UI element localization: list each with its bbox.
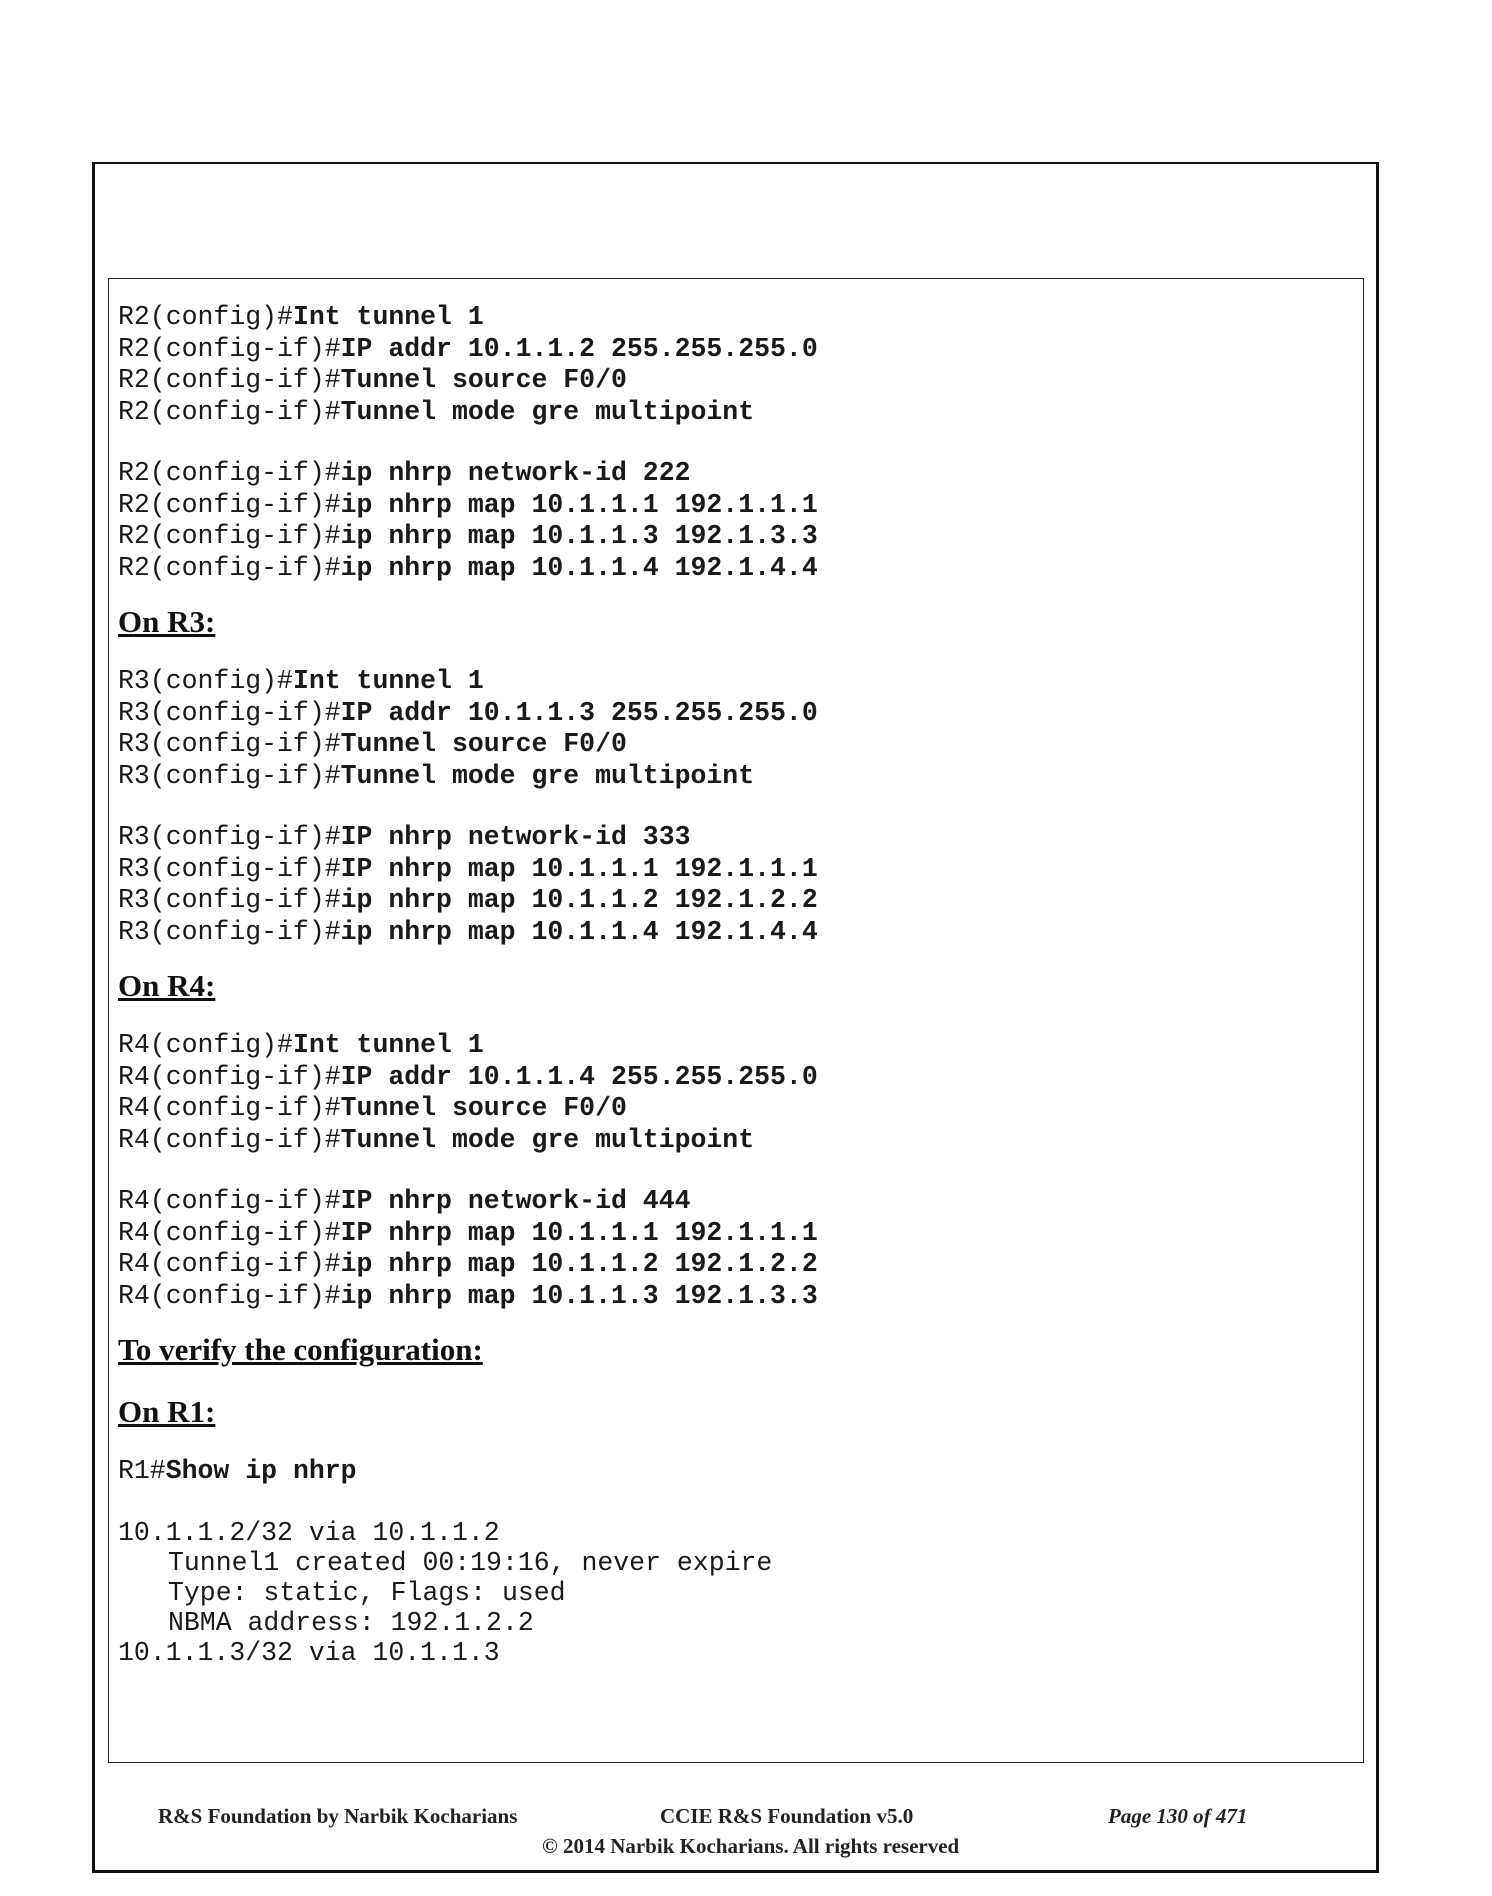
code-line [118,885,1348,917]
code-line [118,854,1348,886]
prompt: R2(config-if)# [118,552,341,583]
code-line [118,761,1348,793]
prompt: R4(config)# [118,1030,293,1060]
code-line [118,334,1348,366]
prompt: R4(config-if)# [118,1124,341,1155]
prompt: R4(config-if)# [118,1061,341,1092]
code-line [118,698,1348,730]
prompt: R2(config-if)# [118,396,341,427]
command: IP nhrp network-id 333 [340,822,691,852]
command: ip nhrp map 10.1.1.4 192.1.4.4 [340,552,818,583]
prompt: R3(config-if)# [118,916,341,947]
code-line [118,490,1348,522]
prompt: R3(config-if)# [118,697,341,728]
prompt: R1# [118,1456,166,1486]
code-line [118,1281,1348,1313]
code-line [118,302,1348,334]
footer-page-number: Page 130 of 471 [1108,1804,1248,1828]
r3-config-block [118,666,1348,948]
command: IP nhrp network-id 444 [340,1186,691,1216]
code-line [118,917,1348,949]
r1-command-line [118,1456,1348,1488]
r4-config-block [118,1030,1348,1312]
prompt: R3(config-if)# [118,885,341,915]
prompt: R2(config)# [118,302,293,332]
command: ip nhrp map 10.1.1.2 192.1.2.2 [340,885,818,915]
command: ip nhrp map 10.1.1.2 192.1.2.2 [340,1249,818,1279]
output-line: Type: static, Flags: used [168,1577,566,1608]
command: Tunnel source F0/0 [340,729,627,759]
command: IP nhrp map 10.1.1.1 192.1.1.1 [340,1217,818,1248]
prompt: R3(config-if)# [118,853,341,884]
page-footer [150,1796,1290,1866]
code-line [118,521,1348,553]
prompt: R4(config-if)# [118,1093,341,1123]
prompt: R2(config-if)# [118,489,341,520]
output-line: 10.1.1.3/32 via 10.1.1.3 [118,1637,500,1668]
output-line: NBMA address: 192.1.2.2 [168,1607,534,1638]
r1-nhrp-output [118,1518,1348,1668]
prompt: R2(config-if)# [118,521,341,551]
output-line: 10.1.1.2/32 via 10.1.1.2 [118,1517,500,1548]
prompt: R3(config)# [118,666,293,696]
prompt: R4(config-if)# [118,1186,341,1216]
code-line [118,1186,1348,1218]
code-line [118,1249,1348,1281]
command: Show ip nhrp [165,1456,357,1486]
command: Tunnel source F0/0 [340,365,627,395]
code-line [118,1218,1348,1250]
r2-config-block [118,302,1348,584]
command: Tunnel mode gre multipoint [340,760,755,791]
output-line: Tunnel1 created 00:19:16, never expire [168,1547,773,1578]
prompt: R4(config-if)# [118,1217,341,1248]
prompt: R4(config-if)# [118,1280,341,1311]
command: IP nhrp map 10.1.1.1 192.1.1.1 [340,853,818,884]
footer-author: R&S Foundation by Narbik Kocharians [158,1804,518,1828]
code-line [118,1093,1348,1125]
command: IP addr 10.1.1.4 255.255.255.0 [340,1061,818,1092]
prompt: R2(config-if)# [118,333,341,364]
prompt: R2(config-if)# [118,365,341,395]
command: IP addr 10.1.1.3 255.255.255.0 [340,697,818,728]
command: Tunnel mode gre multipoint [340,396,755,427]
command: ip nhrp network-id 222 [340,458,691,488]
command: Int tunnel 1 [292,302,484,332]
code-line [118,458,1348,490]
prompt: R3(config-if)# [118,822,341,852]
command: IP addr 10.1.1.2 255.255.255.0 [340,333,818,364]
prompt: R3(config-if)# [118,729,341,759]
command: ip nhrp map 10.1.1.3 192.1.3.3 [340,1280,818,1311]
code-line [118,1125,1348,1157]
code-line [118,1030,1348,1062]
code-line [118,822,1348,854]
prompt: R2(config-if)# [118,458,341,488]
command: Tunnel mode gre multipoint [340,1124,755,1155]
command: Int tunnel 1 [292,666,484,696]
code-line [118,1062,1348,1094]
command: Tunnel source F0/0 [340,1093,627,1123]
document-content [118,302,1348,1668]
command: Int tunnel 1 [292,1030,484,1060]
heading-on-r3: On R3: [118,604,216,639]
heading-on-r1: On R1: [118,1394,216,1429]
code-line [118,397,1348,429]
footer-title: CCIE R&S Foundation v5.0 [660,1804,914,1828]
code-line [118,729,1348,761]
code-line [118,666,1348,698]
heading-verify: To verify the configuration: [118,1332,483,1367]
code-line [118,553,1348,585]
command: ip nhrp map 10.1.1.4 192.1.4.4 [340,916,818,947]
prompt: R4(config-if)# [118,1249,341,1279]
command: ip nhrp map 10.1.1.1 192.1.1.1 [340,489,818,520]
heading-on-r4: On R4: [118,968,216,1003]
prompt: R3(config-if)# [118,760,341,791]
footer-copyright: © 2014 Narbik Kocharians. All rights reserved [542,1834,960,1858]
code-line [118,365,1348,397]
command: ip nhrp map 10.1.1.3 192.1.3.3 [340,521,818,551]
